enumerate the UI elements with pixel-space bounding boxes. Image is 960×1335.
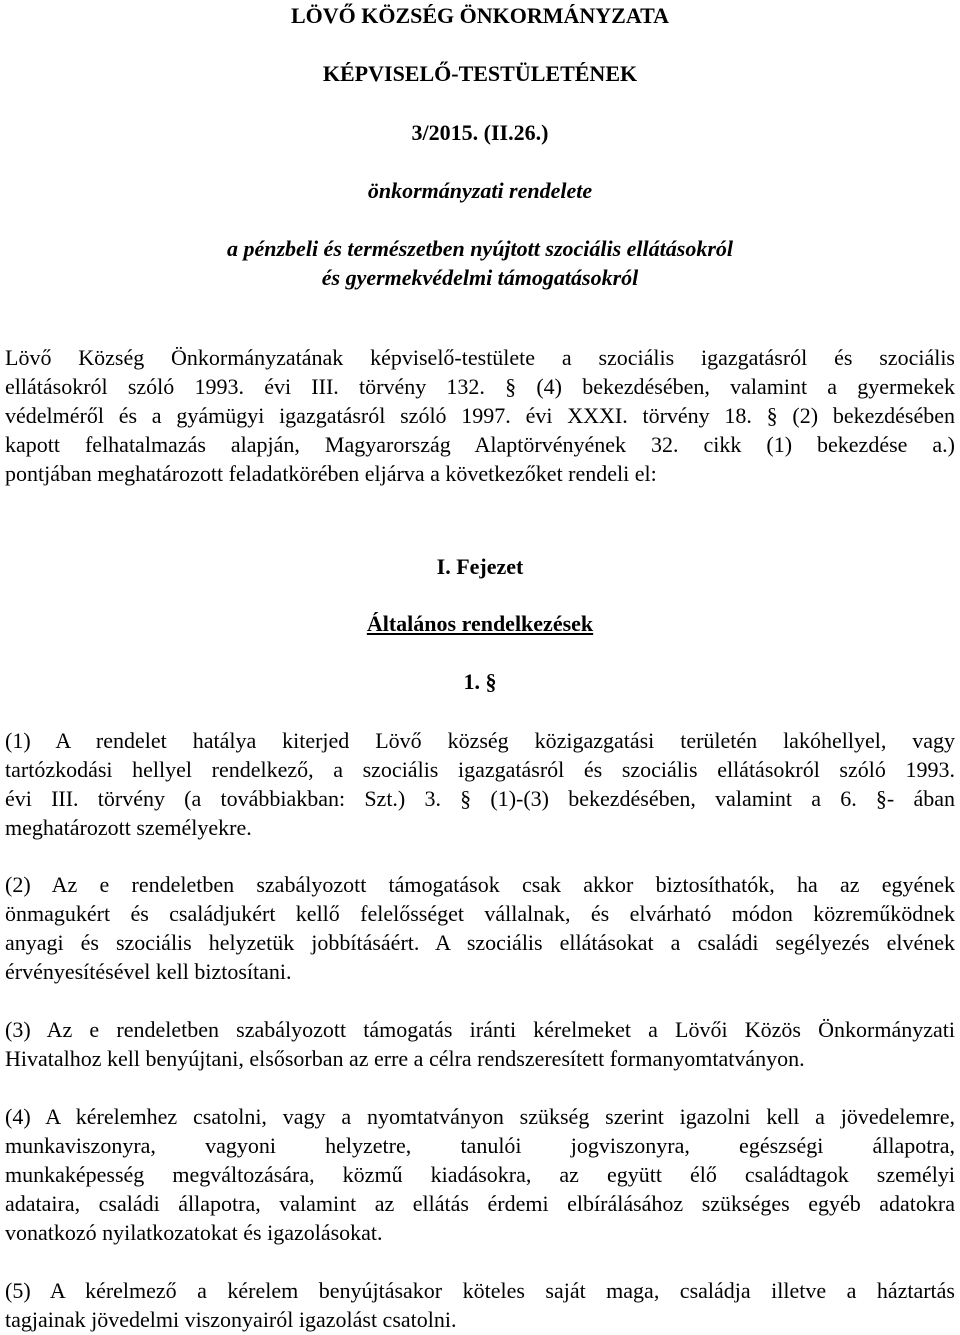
text-line: munkaviszonyra, vagyoni helyzetre, tanulói jogviszonyra, egészségi állapotra, <box>5 1133 955 1158</box>
text-line: (2) Az e rendeletben szabályozott támogatások csak akkor biztosíthatók, ha az egyének <box>5 872 955 897</box>
paragraph-3 <box>5 1015 955 1073</box>
text-line: önmagukért és családjukért kellő felelősséget vállalnak, és elvárható módon közreműködnek <box>5 901 955 926</box>
section-number: 1. § <box>463 669 497 694</box>
text-line: pontjában meghatározott feladatkörében eljárva a következőket rendeli el: <box>5 461 657 486</box>
text-line: Lövő Község Önkormányzatának képviselő-testülete a szociális igazgatásról és szociális <box>5 345 955 370</box>
text-line: (5) A kérelmező a kérelem benyújtásakor köteles saját maga, családja illetve a háztartás <box>5 1278 955 1303</box>
text-line: évi III. törvény (a továbbiakban: Szt.) 3. § (1)-(3) bekezdésében, valamint a 6. §- ában <box>5 786 955 811</box>
text-line: (4) A kérelemhez csatolni, vagy a nyomtatványon szükség szerint igazolni kell a jövedelemre, <box>5 1104 955 1129</box>
paragraph-4 <box>5 1102 955 1247</box>
text-line: tartózkodási hellyel rendelkező, a szociális igazgatásról és szociális ellátásokról szóló 1993. <box>5 757 955 782</box>
text-line: munkaképesség megváltozására, közmű kiadásokra, az együtt élő családtagok személyi <box>5 1162 955 1187</box>
text-line: tagjainak jövedelmi viszonyairól igazolást csatolni. <box>5 1307 457 1332</box>
text-line: (3) Az e rendeletben szabályozott támogatás iránti kérelmeket a Lövői Közös Önkormányzati <box>5 1017 955 1042</box>
paragraph-5 <box>5 1276 955 1334</box>
header-subject-line1: a pénzbeli és természetben nyújtott szociális ellátásokról <box>227 236 733 261</box>
text-line: (1) A rendelet hatálya kiterjed Lövő község közigazgatási területén lakóhellyel, vagy <box>5 728 955 753</box>
preamble-paragraph <box>5 343 955 488</box>
chapter-title: Általános rendelkezések <box>366 611 594 636</box>
paragraph-2 <box>5 870 955 986</box>
header-decree-type: önkormányzati rendelete <box>367 178 593 203</box>
text-line: kapott felhatalmazás alapján, Magyarország Alaptörvényének 32. cikk (1) bekezdése a.) <box>5 432 955 457</box>
paragraph-1 <box>5 726 955 842</box>
text-line: adataira, családi állapotra, valamint az ellátás érdemi elbírálásához szükséges egyéb adatokra <box>5 1191 955 1216</box>
text-line: meghatározott személyekre. <box>5 815 252 840</box>
text-line: anyagi és szociális helyzetük jobbításáért. A szociális ellátásokat a családi segélyezés elvének <box>5 930 955 955</box>
text-line: ellátásokról szóló 1993. évi III. törvény 132. § (4) bekezdésében, valamint a gyermekek <box>5 374 955 399</box>
text-line: vonatkozó nyilatkozatokat és igazolásokat. <box>5 1220 383 1245</box>
header-subject-line2: és gyermekvédelmi támogatásokról <box>321 265 639 290</box>
header-body: KÉPVISELŐ-TESTÜLETÉNEK <box>322 61 638 86</box>
text-line: érvényesítésével kell biztosítani. <box>5 959 292 984</box>
text-line: Hivatalhoz kell benyújtani, elsősorban az erre a célra rendszeresített formanyomtatványon. <box>5 1046 805 1071</box>
header-decree-number: 3/2015. (II.26.) <box>411 120 549 145</box>
header-municipality: LÖVŐ KÖZSÉG ÖNKORMÁNYZATA <box>290 3 670 28</box>
text-line: védelméről és a gyámügyi igazgatásról szóló 1997. évi XXXI. törvény 18. § (2) bekezdésében <box>5 403 955 428</box>
chapter-number: I. Fejezet <box>436 554 524 579</box>
